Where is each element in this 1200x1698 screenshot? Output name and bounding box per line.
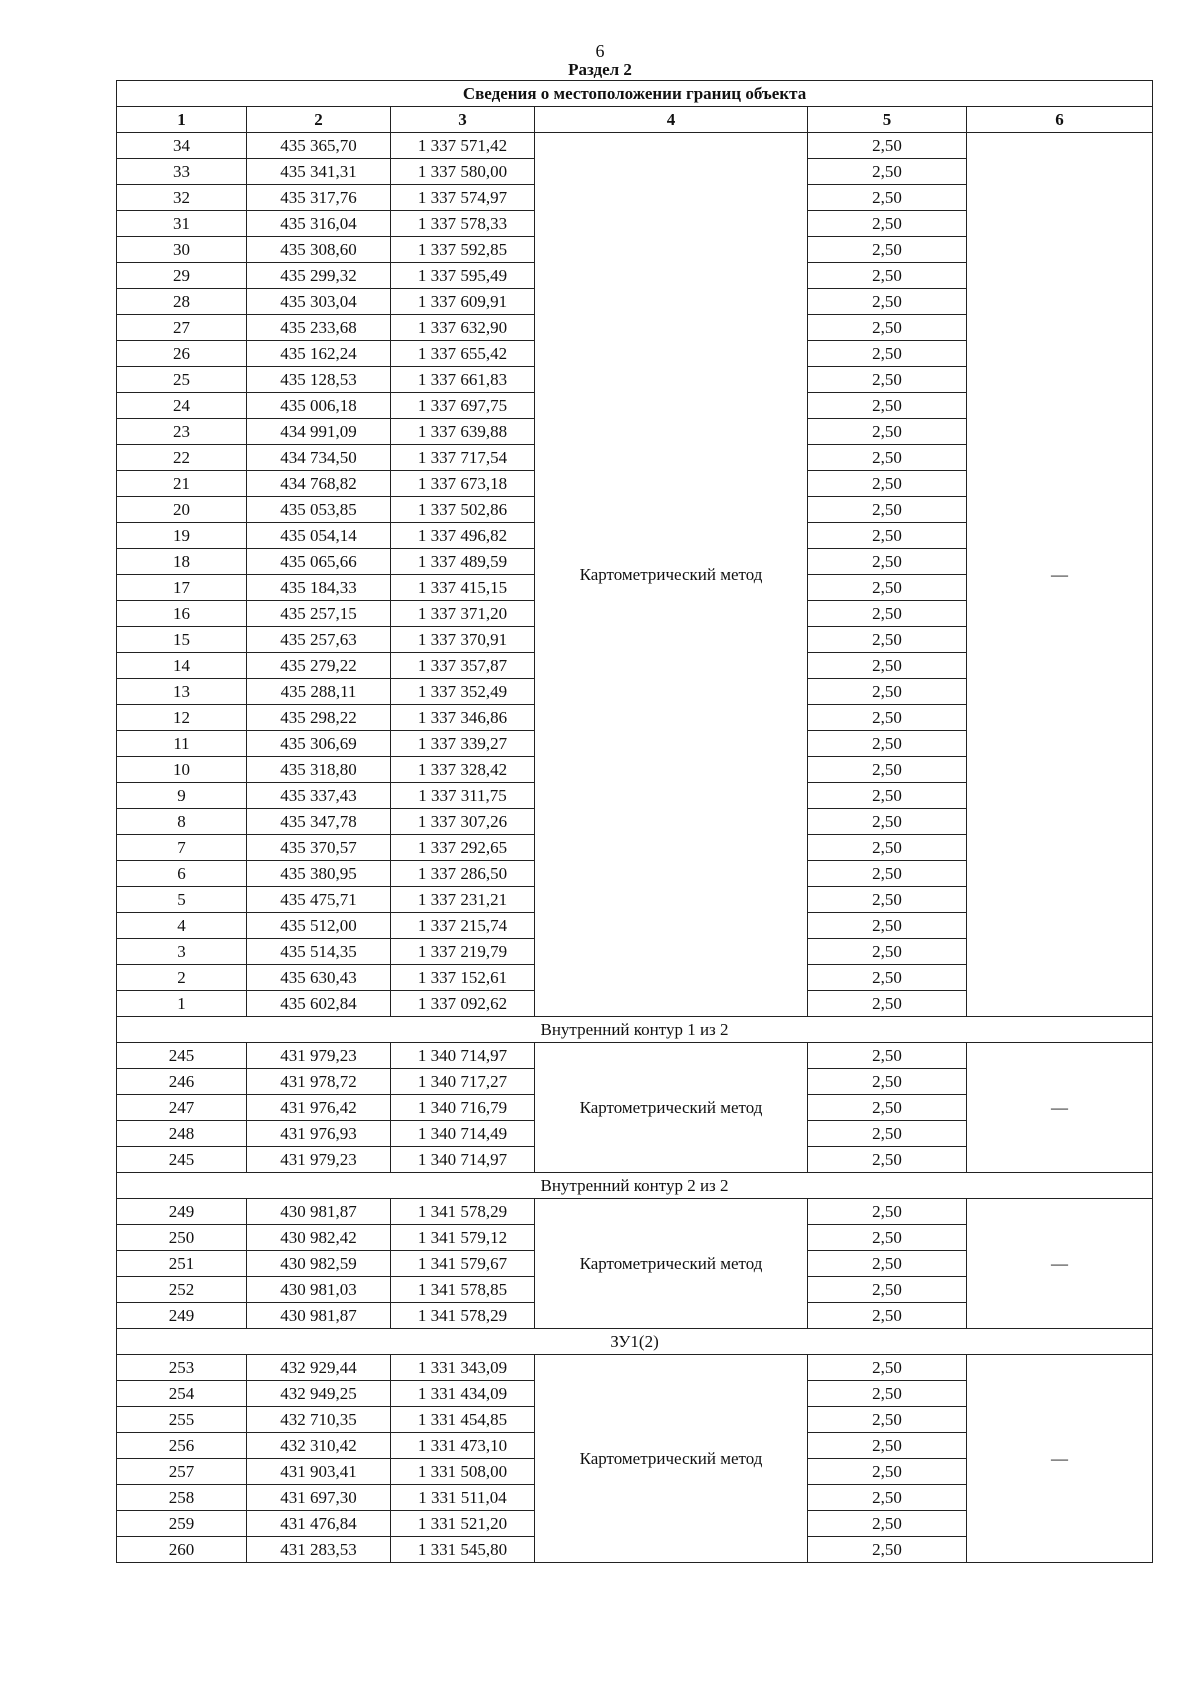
accuracy-cell: 2,50 xyxy=(808,705,967,731)
coord-y-cell: 1 337 661,83 xyxy=(391,367,535,393)
boundary-coordinates-table xyxy=(116,80,1153,1563)
point-number-cell: 257 xyxy=(117,1459,247,1485)
accuracy-cell: 2,50 xyxy=(808,913,967,939)
note-cell: — xyxy=(967,133,1153,1017)
coord-y-cell: 1 340 714,97 xyxy=(391,1043,535,1069)
point-number-cell: 249 xyxy=(117,1199,247,1225)
accuracy-cell: 2,50 xyxy=(808,1095,967,1121)
accuracy-cell: 2,50 xyxy=(808,1485,967,1511)
accuracy-cell: 2,50 xyxy=(808,185,967,211)
coord-y-cell: 1 337 092,62 xyxy=(391,991,535,1017)
page-number: 6 xyxy=(595,41,605,61)
coord-x-cell: 431 976,93 xyxy=(247,1121,391,1147)
table-row xyxy=(117,1199,1153,1225)
coord-x-cell: 435 184,33 xyxy=(247,575,391,601)
accuracy-cell: 2,50 xyxy=(808,1043,967,1069)
coord-y-cell: 1 337 655,42 xyxy=(391,341,535,367)
coord-y-cell: 1 337 286,50 xyxy=(391,861,535,887)
accuracy-cell: 2,50 xyxy=(808,133,967,159)
point-number-cell: 254 xyxy=(117,1381,247,1407)
accuracy-cell: 2,50 xyxy=(808,835,967,861)
point-number-cell: 3 xyxy=(117,939,247,965)
point-number-cell: 2 xyxy=(117,965,247,991)
table-row xyxy=(117,133,1153,159)
coord-x-cell: 435 380,95 xyxy=(247,861,391,887)
coord-y-cell: 1 331 473,10 xyxy=(391,1433,535,1459)
coord-x-cell: 435 317,76 xyxy=(247,185,391,211)
coord-x-cell: 434 734,50 xyxy=(247,445,391,471)
contour-label-row xyxy=(117,1173,1153,1199)
coord-x-cell: 435 341,31 xyxy=(247,159,391,185)
accuracy-cell: 2,50 xyxy=(808,1511,967,1537)
accuracy-cell: 2,50 xyxy=(808,601,967,627)
coord-x-cell: 430 981,03 xyxy=(247,1277,391,1303)
point-number-cell: 249 xyxy=(117,1303,247,1329)
accuracy-cell: 2,50 xyxy=(808,1251,967,1277)
coord-x-cell: 431 476,84 xyxy=(247,1511,391,1537)
accuracy-cell: 2,50 xyxy=(808,939,967,965)
accuracy-cell: 2,50 xyxy=(808,1355,967,1381)
point-number-cell: 4 xyxy=(117,913,247,939)
coord-y-cell: 1 341 578,29 xyxy=(391,1199,535,1225)
coord-y-cell: 1 331 545,80 xyxy=(391,1537,535,1563)
point-number-cell: 11 xyxy=(117,731,247,757)
accuracy-cell: 2,50 xyxy=(808,211,967,237)
accuracy-cell: 2,50 xyxy=(808,367,967,393)
coord-y-cell: 1 337 571,42 xyxy=(391,133,535,159)
point-number-cell: 255 xyxy=(117,1407,247,1433)
coord-y-cell: 1 337 152,61 xyxy=(391,965,535,991)
accuracy-cell: 2,50 xyxy=(808,263,967,289)
contour-label: ЗУ1(2) xyxy=(117,1329,1153,1355)
coord-y-cell: 1 331 511,04 xyxy=(391,1485,535,1511)
point-number-cell: 12 xyxy=(117,705,247,731)
accuracy-cell: 2,50 xyxy=(808,315,967,341)
point-number-cell: 245 xyxy=(117,1147,247,1173)
column-header: 4 xyxy=(535,107,808,133)
accuracy-cell: 2,50 xyxy=(808,1121,967,1147)
contour-label-row xyxy=(117,1017,1153,1043)
coord-y-cell: 1 337 370,91 xyxy=(391,627,535,653)
coord-x-cell: 431 697,30 xyxy=(247,1485,391,1511)
coord-y-cell: 1 340 714,97 xyxy=(391,1147,535,1173)
point-number-cell: 20 xyxy=(117,497,247,523)
point-number-cell: 245 xyxy=(117,1043,247,1069)
point-number-cell: 28 xyxy=(117,289,247,315)
coord-y-cell: 1 341 579,67 xyxy=(391,1251,535,1277)
coord-x-cell: 431 979,23 xyxy=(247,1043,391,1069)
table-title: Сведения о местоположении границ объекта xyxy=(117,81,1153,107)
point-number-cell: 21 xyxy=(117,471,247,497)
accuracy-cell: 2,50 xyxy=(808,1303,967,1329)
point-number-cell: 6 xyxy=(117,861,247,887)
coord-x-cell: 435 054,14 xyxy=(247,523,391,549)
point-number-cell: 32 xyxy=(117,185,247,211)
coord-y-cell: 1 337 371,20 xyxy=(391,601,535,627)
coord-x-cell: 435 318,80 xyxy=(247,757,391,783)
point-number-cell: 256 xyxy=(117,1433,247,1459)
point-number-cell: 247 xyxy=(117,1095,247,1121)
coord-x-cell: 435 006,18 xyxy=(247,393,391,419)
accuracy-cell: 2,50 xyxy=(808,757,967,783)
point-number-cell: 260 xyxy=(117,1537,247,1563)
coord-x-cell: 435 128,53 xyxy=(247,367,391,393)
accuracy-cell: 2,50 xyxy=(808,809,967,835)
point-number-cell: 259 xyxy=(117,1511,247,1537)
point-number-cell: 31 xyxy=(117,211,247,237)
coord-y-cell: 1 337 697,75 xyxy=(391,393,535,419)
coord-y-cell: 1 337 632,90 xyxy=(391,315,535,341)
accuracy-cell: 2,50 xyxy=(808,653,967,679)
coord-y-cell: 1 337 346,86 xyxy=(391,705,535,731)
coord-y-cell: 1 337 639,88 xyxy=(391,419,535,445)
point-number-cell: 23 xyxy=(117,419,247,445)
coord-y-cell: 1 337 219,79 xyxy=(391,939,535,965)
coord-x-cell: 435 630,43 xyxy=(247,965,391,991)
column-header: 6 xyxy=(967,107,1153,133)
accuracy-cell: 2,50 xyxy=(808,237,967,263)
method-cell: Картометрический метод xyxy=(535,133,808,1017)
note-cell: — xyxy=(967,1199,1153,1329)
point-number-cell: 34 xyxy=(117,133,247,159)
coord-x-cell: 431 979,23 xyxy=(247,1147,391,1173)
note-cell: — xyxy=(967,1043,1153,1173)
coord-x-cell: 430 981,87 xyxy=(247,1303,391,1329)
coord-y-cell: 1 337 215,74 xyxy=(391,913,535,939)
accuracy-cell: 2,50 xyxy=(808,1277,967,1303)
coord-y-cell: 1 331 434,09 xyxy=(391,1381,535,1407)
point-number-cell: 251 xyxy=(117,1251,247,1277)
accuracy-cell: 2,50 xyxy=(808,679,967,705)
coord-x-cell: 435 162,24 xyxy=(247,341,391,367)
accuracy-cell: 2,50 xyxy=(808,523,967,549)
point-number-cell: 13 xyxy=(117,679,247,705)
coord-x-cell: 435 053,85 xyxy=(247,497,391,523)
accuracy-cell: 2,50 xyxy=(808,1069,967,1095)
coord-y-cell: 1 337 673,18 xyxy=(391,471,535,497)
accuracy-cell: 2,50 xyxy=(808,783,967,809)
accuracy-cell: 2,50 xyxy=(808,887,967,913)
column-header-row xyxy=(117,107,1153,133)
accuracy-cell: 2,50 xyxy=(808,1407,967,1433)
coord-y-cell: 1 340 717,27 xyxy=(391,1069,535,1095)
coord-x-cell: 435 475,71 xyxy=(247,887,391,913)
column-header: 5 xyxy=(808,107,967,133)
coord-x-cell: 435 602,84 xyxy=(247,991,391,1017)
coord-x-cell: 435 299,32 xyxy=(247,263,391,289)
coord-x-cell: 435 514,35 xyxy=(247,939,391,965)
accuracy-cell: 2,50 xyxy=(808,1147,967,1173)
coord-y-cell: 1 337 339,27 xyxy=(391,731,535,757)
point-number-cell: 15 xyxy=(117,627,247,653)
column-header: 1 xyxy=(117,107,247,133)
coord-y-cell: 1 337 352,49 xyxy=(391,679,535,705)
column-header: 2 xyxy=(247,107,391,133)
coord-x-cell: 435 337,43 xyxy=(247,783,391,809)
coord-x-cell: 430 981,87 xyxy=(247,1199,391,1225)
coord-x-cell: 435 279,22 xyxy=(247,653,391,679)
accuracy-cell: 2,50 xyxy=(808,1381,967,1407)
point-number-cell: 253 xyxy=(117,1355,247,1381)
point-number-cell: 248 xyxy=(117,1121,247,1147)
coord-x-cell: 435 303,04 xyxy=(247,289,391,315)
point-number-cell: 24 xyxy=(117,393,247,419)
coord-y-cell: 1 340 714,49 xyxy=(391,1121,535,1147)
coord-x-cell: 435 257,15 xyxy=(247,601,391,627)
coord-x-cell: 435 233,68 xyxy=(247,315,391,341)
point-number-cell: 27 xyxy=(117,315,247,341)
coord-x-cell: 435 316,04 xyxy=(247,211,391,237)
method-cell: Картометрический метод xyxy=(535,1043,808,1173)
accuracy-cell: 2,50 xyxy=(808,159,967,185)
coord-y-cell: 1 340 716,79 xyxy=(391,1095,535,1121)
coord-y-cell: 1 341 578,85 xyxy=(391,1277,535,1303)
coord-x-cell: 435 365,70 xyxy=(247,133,391,159)
coord-y-cell: 1 337 502,86 xyxy=(391,497,535,523)
point-number-cell: 258 xyxy=(117,1485,247,1511)
accuracy-cell: 2,50 xyxy=(808,1459,967,1485)
point-number-cell: 10 xyxy=(117,757,247,783)
accuracy-cell: 2,50 xyxy=(808,575,967,601)
point-number-cell: 26 xyxy=(117,341,247,367)
point-number-cell: 1 xyxy=(117,991,247,1017)
accuracy-cell: 2,50 xyxy=(808,627,967,653)
point-number-cell: 18 xyxy=(117,549,247,575)
point-number-cell: 22 xyxy=(117,445,247,471)
coord-x-cell: 435 306,69 xyxy=(247,731,391,757)
coord-x-cell: 435 347,78 xyxy=(247,809,391,835)
section-title: Раздел 2 xyxy=(568,60,632,79)
coord-y-cell: 1 337 609,91 xyxy=(391,289,535,315)
coord-y-cell: 1 337 592,85 xyxy=(391,237,535,263)
coord-x-cell: 431 903,41 xyxy=(247,1459,391,1485)
accuracy-cell: 2,50 xyxy=(808,497,967,523)
point-number-cell: 5 xyxy=(117,887,247,913)
table-row xyxy=(117,1355,1153,1381)
coord-y-cell: 1 341 578,29 xyxy=(391,1303,535,1329)
coord-y-cell: 1 341 579,12 xyxy=(391,1225,535,1251)
coord-x-cell: 432 310,42 xyxy=(247,1433,391,1459)
coord-x-cell: 430 982,59 xyxy=(247,1251,391,1277)
coord-y-cell: 1 337 595,49 xyxy=(391,263,535,289)
method-cell: Картометрический метод xyxy=(535,1355,808,1563)
coord-y-cell: 1 337 574,97 xyxy=(391,185,535,211)
point-number-cell: 29 xyxy=(117,263,247,289)
coord-y-cell: 1 331 508,00 xyxy=(391,1459,535,1485)
accuracy-cell: 2,50 xyxy=(808,393,967,419)
column-header: 3 xyxy=(391,107,535,133)
accuracy-cell: 2,50 xyxy=(808,991,967,1017)
coord-y-cell: 1 337 496,82 xyxy=(391,523,535,549)
contour-label: Внутренний контур 2 из 2 xyxy=(117,1173,1153,1199)
coord-x-cell: 435 370,57 xyxy=(247,835,391,861)
coord-y-cell: 1 337 307,26 xyxy=(391,809,535,835)
point-number-cell: 252 xyxy=(117,1277,247,1303)
coord-y-cell: 1 337 415,15 xyxy=(391,575,535,601)
point-number-cell: 9 xyxy=(117,783,247,809)
coord-x-cell: 434 768,82 xyxy=(247,471,391,497)
accuracy-cell: 2,50 xyxy=(808,731,967,757)
coord-y-cell: 1 337 311,75 xyxy=(391,783,535,809)
accuracy-cell: 2,50 xyxy=(808,289,967,315)
accuracy-cell: 2,50 xyxy=(808,861,967,887)
contour-label-row xyxy=(117,1329,1153,1355)
coord-y-cell: 1 337 328,42 xyxy=(391,757,535,783)
accuracy-cell: 2,50 xyxy=(808,341,967,367)
coord-y-cell: 1 337 580,00 xyxy=(391,159,535,185)
coord-x-cell: 435 298,22 xyxy=(247,705,391,731)
coord-x-cell: 435 512,00 xyxy=(247,913,391,939)
point-number-cell: 246 xyxy=(117,1069,247,1095)
accuracy-cell: 2,50 xyxy=(808,445,967,471)
accuracy-cell: 2,50 xyxy=(808,1225,967,1251)
accuracy-cell: 2,50 xyxy=(808,471,967,497)
contour-label: Внутренний контур 1 из 2 xyxy=(117,1017,1153,1043)
coord-y-cell: 1 337 578,33 xyxy=(391,211,535,237)
coord-x-cell: 435 065,66 xyxy=(247,549,391,575)
coord-x-cell: 432 710,35 xyxy=(247,1407,391,1433)
point-number-cell: 30 xyxy=(117,237,247,263)
note-cell: — xyxy=(967,1355,1153,1563)
coord-y-cell: 1 337 292,65 xyxy=(391,835,535,861)
coord-x-cell: 435 257,63 xyxy=(247,627,391,653)
coord-x-cell: 431 978,72 xyxy=(247,1069,391,1095)
point-number-cell: 16 xyxy=(117,601,247,627)
coord-y-cell: 1 331 521,20 xyxy=(391,1511,535,1537)
table-body xyxy=(117,133,1153,1563)
coord-x-cell: 431 976,42 xyxy=(247,1095,391,1121)
method-cell: Картометрический метод xyxy=(535,1199,808,1329)
coord-y-cell: 1 337 231,21 xyxy=(391,887,535,913)
coord-y-cell: 1 337 717,54 xyxy=(391,445,535,471)
coord-y-cell: 1 337 357,87 xyxy=(391,653,535,679)
accuracy-cell: 2,50 xyxy=(808,419,967,445)
point-number-cell: 19 xyxy=(117,523,247,549)
accuracy-cell: 2,50 xyxy=(808,1433,967,1459)
accuracy-cell: 2,50 xyxy=(808,549,967,575)
table-row xyxy=(117,1043,1153,1069)
point-number-cell: 17 xyxy=(117,575,247,601)
point-number-cell: 14 xyxy=(117,653,247,679)
point-number-cell: 25 xyxy=(117,367,247,393)
accuracy-cell: 2,50 xyxy=(808,1199,967,1225)
coord-x-cell: 435 308,60 xyxy=(247,237,391,263)
point-number-cell: 33 xyxy=(117,159,247,185)
point-number-cell: 7 xyxy=(117,835,247,861)
coord-x-cell: 431 283,53 xyxy=(247,1537,391,1563)
point-number-cell: 8 xyxy=(117,809,247,835)
point-number-cell: 250 xyxy=(117,1225,247,1251)
coord-y-cell: 1 337 489,59 xyxy=(391,549,535,575)
accuracy-cell: 2,50 xyxy=(808,965,967,991)
accuracy-cell: 2,50 xyxy=(808,1537,967,1563)
coord-x-cell: 432 929,44 xyxy=(247,1355,391,1381)
coord-x-cell: 434 991,09 xyxy=(247,419,391,445)
coord-y-cell: 1 331 454,85 xyxy=(391,1407,535,1433)
coord-y-cell: 1 331 343,09 xyxy=(391,1355,535,1381)
coord-x-cell: 435 288,11 xyxy=(247,679,391,705)
coord-x-cell: 432 949,25 xyxy=(247,1381,391,1407)
coord-x-cell: 430 982,42 xyxy=(247,1225,391,1251)
